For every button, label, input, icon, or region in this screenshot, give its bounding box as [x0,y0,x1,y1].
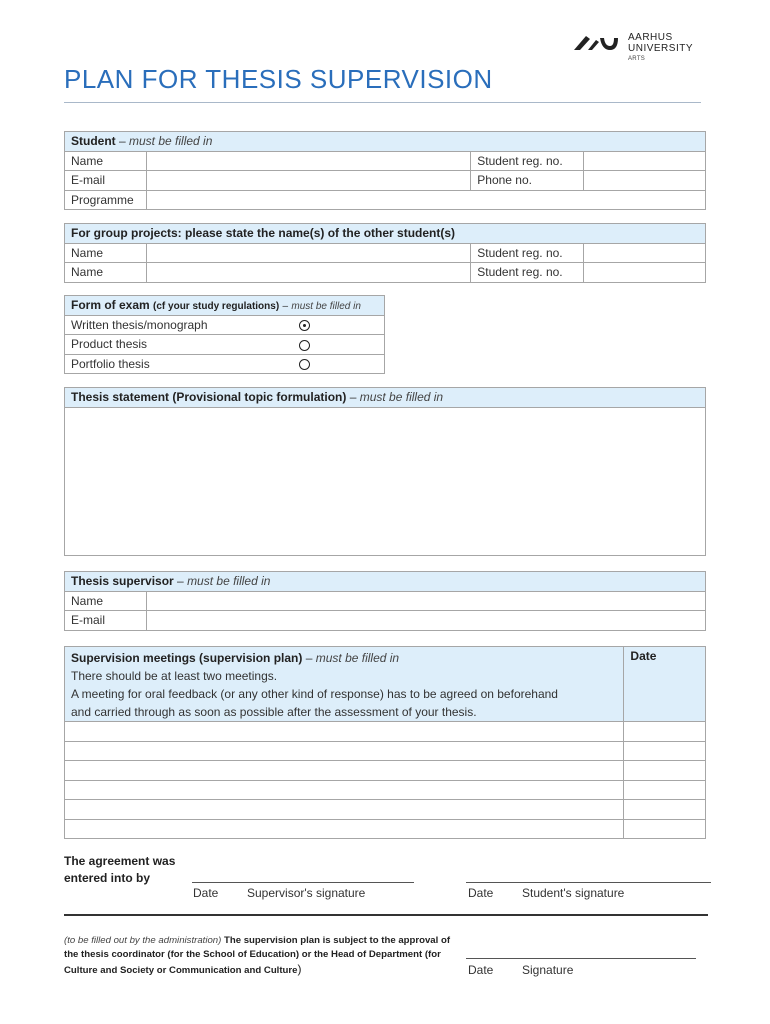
student-name-label: Name [65,151,147,171]
radio-unselected-icon[interactable] [299,340,310,351]
thesis-statement-heading: Thesis statement (Provisional topic formulation) – must be filled in [65,388,706,408]
exam-option-radio-cell [289,335,385,355]
exam-option-label: Written thesis/monograph [65,315,289,335]
exam-option-label: Portfolio thesis [65,354,289,374]
admin-note [64,934,454,978]
student-signature-line[interactable] [466,882,711,883]
supervisor-date-label: Date [193,886,219,900]
meeting-row-field[interactable] [65,819,624,839]
agreement-line-1: The agreement was [64,854,176,868]
meetings-line-1: There should be at least two meetings. [71,669,278,683]
student-programme-label: Programme [65,190,147,210]
group-name-field[interactable] [146,263,470,283]
exam-option-radio-cell [289,315,385,335]
supervisor-name-field[interactable] [146,591,705,611]
group-reg-label: Student reg. no. [471,243,584,263]
student-email-label: E-mail [65,171,147,191]
exam-heading: Form of exam (cf your study regulations) – must be filled in [65,296,385,316]
meetings-line-2: A meeting for oral feedback (or any other kind of response) has to be agreed on beforehand [71,687,558,701]
student-programme-field[interactable] [146,190,705,210]
student-phone-label: Phone no. [471,171,584,191]
supervisor-signature-line[interactable] [192,882,414,883]
supervisor-name-label: Name [65,591,147,611]
meeting-date-field[interactable] [624,722,706,742]
group-reg-field[interactable] [584,263,706,283]
group-name-field[interactable] [146,243,470,263]
supervisor-heading: Thesis supervisor – must be filled in [65,572,706,592]
student-name-field[interactable] [146,151,470,171]
meeting-row-field[interactable] [65,780,624,800]
admin-signature-line[interactable] [466,958,696,959]
exam-form-table [64,295,385,374]
meeting-row-field[interactable] [65,722,624,742]
radio-unselected-icon[interactable] [299,359,310,370]
section-divider [64,914,708,916]
group-reg-field[interactable] [584,243,706,263]
meetings-heading: Supervision meetings (supervision plan) – must be filled in There should be at least two meetings. A meeting for oral feedback (or any other kind of response) has to be agreed on beforehand and carried through as soon as possible after the assessment of your thesis. [65,647,624,722]
exam-option-radio-cell [289,354,385,374]
admin-note-paren: ) [297,962,302,976]
meeting-row-field[interactable] [65,800,624,820]
meeting-date-field[interactable] [624,800,706,820]
student-reg-field[interactable] [584,151,706,171]
group-reg-label: Student reg. no. [471,263,584,283]
meeting-date-field[interactable] [624,819,706,839]
student-phone-field[interactable] [584,171,706,191]
meeting-date-field[interactable] [624,780,706,800]
admin-note-text: The supervision plan is subject to the approval of the thesis coordinator (for the School of Education) or the Head of Department (for Culture and Society or Communication and Culture [64,935,451,976]
aarhus-university-logo [572,30,702,66]
logo-line-aarhus: AARHUS [628,32,673,43]
student-heading: Student – must be filled in [65,132,706,152]
supervisor-email-field[interactable] [146,611,705,631]
group-name-label: Name [65,243,147,263]
meeting-row-field[interactable] [65,741,624,761]
student-signature-label: Student's signature [522,886,625,900]
page-title: PLAN FOR THESIS SUPERVISION [64,64,493,94]
exam-option-label: Product thesis [65,335,289,355]
thesis-statement-table [64,387,706,556]
student-reg-label: Student reg. no. [471,151,584,171]
meetings-line-3: and carried through as soon as possible after the assessment of your thesis. [71,705,477,719]
student-email-field[interactable] [146,171,470,191]
meeting-date-field[interactable] [624,741,706,761]
radio-selected-icon[interactable] [299,320,310,331]
meetings-date-header: Date [624,647,706,722]
admin-date-label: Date [468,963,494,977]
logo-line-university: UNIVERSITY [628,43,694,54]
supervisor-table [64,571,706,631]
admin-note-italic: (to be filled out by the administration) [64,935,222,946]
group-name-label: Name [65,263,147,283]
logo-line-arts: ARTS [628,56,646,62]
supervisor-email-label: E-mail [65,611,147,631]
student-table [64,131,706,210]
agreement-line-2: entered into by [64,871,151,885]
meeting-date-field[interactable] [624,761,706,781]
meeting-row-field[interactable] [65,761,624,781]
admin-signature-label: Signature [522,963,574,977]
group-heading: For group projects: please state the name(s) of the other student(s) [65,224,706,244]
meetings-table [64,646,706,839]
university-seal-icon [572,30,622,52]
student-date-label: Date [468,886,494,900]
agreement-label [64,853,175,887]
title-divider [64,102,701,103]
group-table [64,223,706,283]
thesis-statement-field[interactable] [65,407,706,555]
supervisor-signature-label: Supervisor's signature [247,886,366,900]
